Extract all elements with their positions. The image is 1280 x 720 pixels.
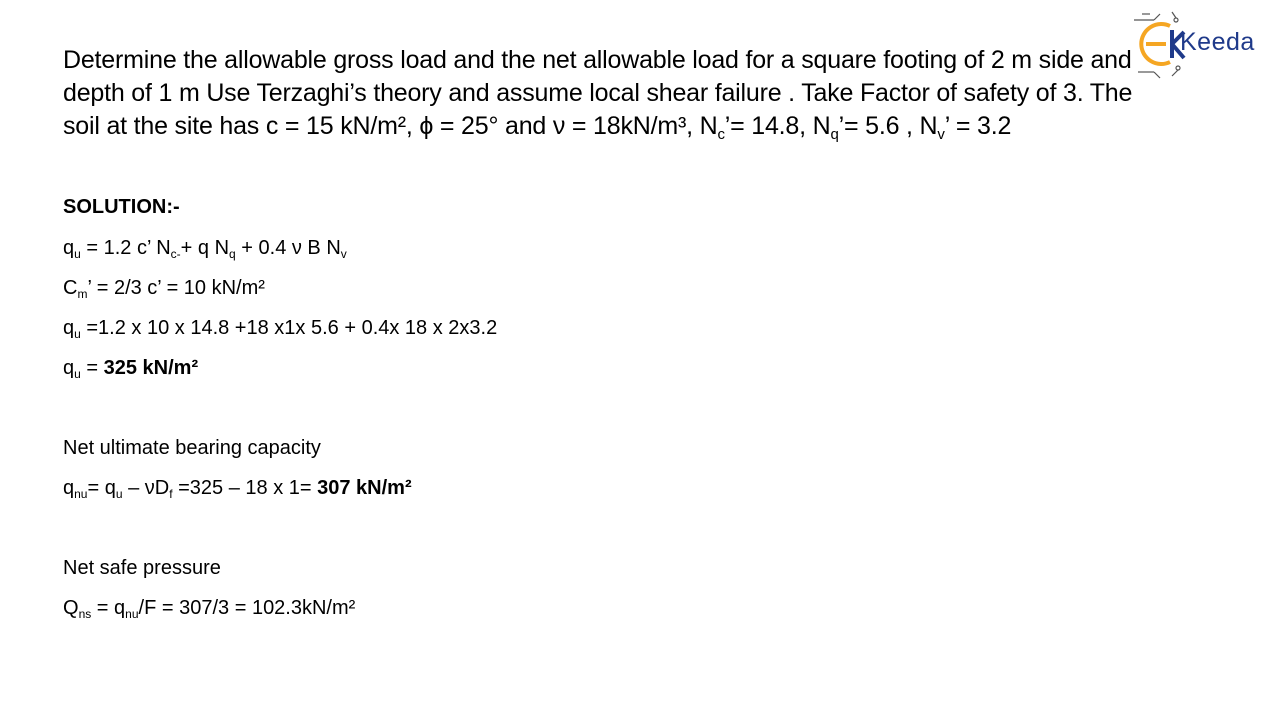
eq6-text-a: Q — [63, 597, 79, 619]
eq4-sub-a: u — [74, 367, 81, 381]
eq6-sub-a: ns — [78, 607, 92, 621]
eq5-text-a: q — [63, 477, 75, 499]
eq2-sub-a: m — [77, 287, 88, 301]
eq1-sub-a: u — [74, 247, 81, 261]
eq1-text-a: q — [63, 237, 75, 259]
net-safe-heading: Net safe pressure — [63, 557, 221, 579]
problem-text-2: ’= 14.8, N — [724, 112, 831, 140]
ekeeda-logo — [1132, 10, 1267, 80]
eq5-sub-a: nu — [74, 487, 88, 501]
eq1-text-d: + 0.4 ν B N — [235, 237, 341, 259]
equation-qns — [63, 596, 355, 620]
eq3-text-b: =1.2 x 10 x 14.8 +18 x1x 5.6 + 0.4x 18 x 2x3.2 — [80, 317, 498, 339]
problem-statement — [63, 44, 1133, 143]
problem-text-1: Determine the allowable gross load and the net allowable load for a square footing of 2 m side and depth of 1 m Use Terzaghi’s theory and assume local shear failure . Take Factor of safety of 3. The soil at the site has c = 15 kN/m², ϕ = 25° and ν = 18kN/m³, N — [63, 46, 1133, 140]
net-ultimate-heading: Net ultimate bearing capacity — [63, 437, 321, 459]
eq3-sub-a: u — [74, 327, 81, 341]
logo-text: Keeda — [1180, 28, 1255, 56]
eq2-text-a: C — [63, 277, 78, 299]
problem-sub-c: c — [717, 126, 725, 143]
eq5-text-d: =325 – 18 x 1= — [172, 477, 318, 499]
eq5-sub-c: f — [169, 487, 173, 501]
solution-heading: SOLUTION:- — [63, 196, 180, 218]
eq1-text-b: = 1.2 c’ N — [80, 237, 171, 259]
eq3-text-a: q — [63, 317, 75, 339]
eq4-result: 325 kN/m² — [103, 357, 199, 379]
eq6-text-c: /F = 307/3 = 102.3kN/m² — [138, 597, 356, 619]
eq5-text-c: – νD — [122, 477, 170, 499]
problem-text-3: ’= 5.6 , N — [838, 112, 938, 140]
eq5-text-b: = q — [87, 477, 116, 499]
eq1-sub-b: c- — [170, 247, 181, 261]
problem-sub-v: v — [937, 126, 945, 143]
eq5-result: 307 kN/m² — [317, 477, 412, 499]
problem-text-4: ’ = 3.2 — [944, 112, 1012, 140]
equation-qu-substitution — [63, 316, 497, 340]
eq4-text-a: q — [63, 357, 75, 379]
eq1-sub-c: q — [229, 247, 236, 261]
eq6-text-b: = q — [91, 597, 126, 619]
eq6-sub-b: nu — [125, 607, 139, 621]
equation-qu-result — [63, 356, 198, 380]
eq1-text-c: + q N — [180, 237, 230, 259]
equation-cm — [63, 276, 265, 300]
eq1-sub-d: v — [340, 247, 347, 261]
equation-qnu — [63, 476, 412, 500]
equation-qu-formula — [63, 236, 347, 260]
eq4-text-b: = — [80, 357, 104, 379]
eq5-sub-b: u — [115, 487, 123, 501]
eq2-text-b: ’ = 2/3 c’ = 10 kN/m² — [87, 277, 265, 299]
problem-sub-q: q — [830, 126, 839, 143]
